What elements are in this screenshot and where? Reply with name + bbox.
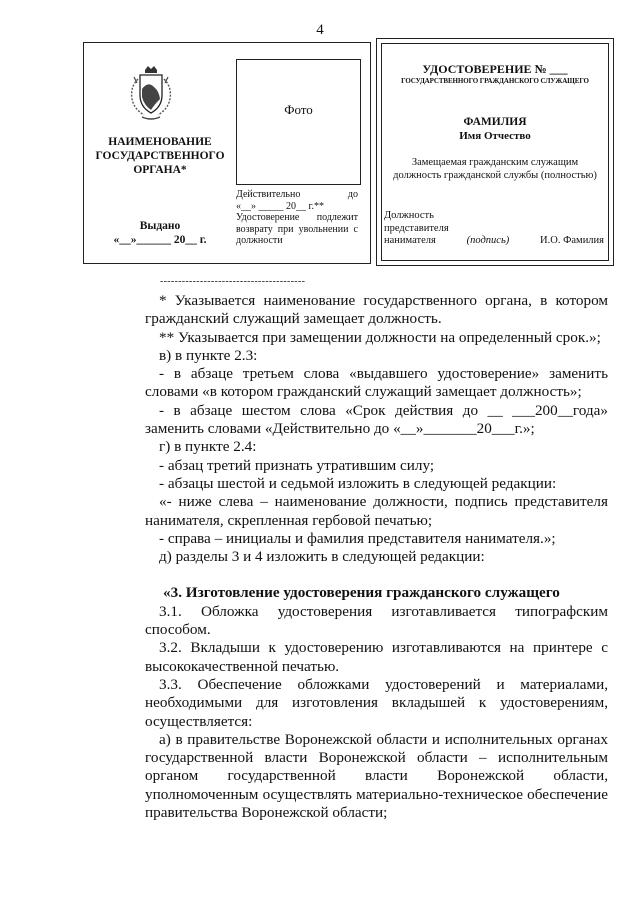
organization-name	[90, 135, 230, 177]
signature-line: Должность	[384, 210, 434, 221]
holder-name: Имя Отчество	[459, 130, 531, 142]
footnote-separator: ----------------------------------------	[160, 276, 306, 287]
coat-of-arms-icon	[126, 65, 176, 123]
document-body	[145, 292, 608, 822]
signature-block	[384, 210, 604, 248]
organization-name-line: ОРГАНА*	[133, 164, 187, 176]
certificate-subtitle: ГОСУДАРСТВЕННОГО ГРАЖДАНСКОГО СЛУЖАЩЕГО	[401, 77, 589, 85]
paragraph: - абзац третий признать утратившим силу;	[159, 456, 435, 474]
validity-label: Действительно	[236, 189, 301, 200]
certificate-title: УДОСТОВЕРЕНИЕ № ___	[422, 62, 568, 76]
paragraph: «- ниже слева – наименование должности, подпись представителя нанимателя, скрепленная гербовой печатью;	[145, 493, 608, 529]
paragraph: 3.3. Обеспечение обложками удостоверений и материалами, необходимыми для изготовления вкладышей к удостоверениям, осуществляется:	[145, 675, 608, 730]
signer-name: И.О. Фамилия	[540, 235, 604, 246]
page-number: 4	[316, 22, 324, 38]
paragraph: а) в правительстве Воронежской области и исполнительных органах государственной власти Воронежской области – исполнительным органом государственной власти Воронежской области, уполномоченным осуществлять материально-техническое обеспечение правительства Воронежской области;	[145, 730, 608, 822]
photo-label: Фото	[284, 102, 313, 117]
paragraph: - справа – инициалы и фамилия представителя нанимателя.»;	[159, 529, 556, 547]
organization-name-line: НАИМЕНОВАНИЕ	[108, 136, 212, 148]
issued-label: Выдано	[139, 220, 181, 232]
paragraph: г) в пункте 2.4:	[159, 438, 257, 456]
paragraph: - в абзаце третьем слова «выдавшего удостоверение» заменить словами «в котором гражданский служащий замещает должность»;	[145, 365, 608, 401]
validity-date: «__» _____ 20__ г.**	[236, 200, 324, 212]
paragraph: - в абзаце шестом слова «Срок действия до __ ___200__года» заменить словами «Действительно до «__»_______20___г.»;	[145, 401, 608, 438]
issued-block	[90, 219, 230, 247]
section-heading: «3. Изготовление удостоверения гражданского служащего	[163, 584, 560, 602]
holder-position: Замещаемая гражданским служащим должность гражданской службы (полностью)	[393, 157, 597, 181]
signature-line: нанимателя	[384, 235, 436, 246]
validity-until: до	[347, 189, 358, 200]
validity-note	[236, 189, 358, 247]
organization-name-line: ГОСУДАРСТВЕННОГО	[95, 150, 225, 162]
paragraph: д) разделы 3 и 4 изложить в следующей редакции:	[159, 548, 485, 566]
signature-placeholder: (подпись)	[466, 235, 510, 246]
validity-text: Удостоверение подлежит возврату при увольнении с должности	[236, 212, 358, 246]
issued-date: «__»______ 20__ г.	[113, 234, 207, 246]
paragraph: 3.1. Обложка удостоверения изготавливается типографским способом.	[145, 602, 608, 639]
certificate-right-inner-frame	[381, 43, 609, 261]
holder-surname: ФАМИЛИЯ	[463, 116, 527, 128]
paragraph: ** Указывается при замещении должности на определенный срок.»;	[159, 328, 601, 346]
certificate-left-panel	[83, 42, 371, 264]
certificate-right-panel	[376, 38, 614, 266]
paragraph: * Указывается наименование государственного органа, в котором гражданский служащий замещает должность.	[145, 292, 608, 328]
paragraph: 3.2. Вкладыши к удостоверению изготавливаются на принтере с высококачественной печатью.	[145, 639, 608, 675]
paragraph: - абзацы шестой и седьмой изложить в следующей редакции:	[159, 474, 557, 492]
photo-placeholder	[236, 59, 361, 185]
signature-line: представителя	[384, 222, 449, 234]
paragraph: в) в пункте 2.3:	[159, 346, 258, 364]
